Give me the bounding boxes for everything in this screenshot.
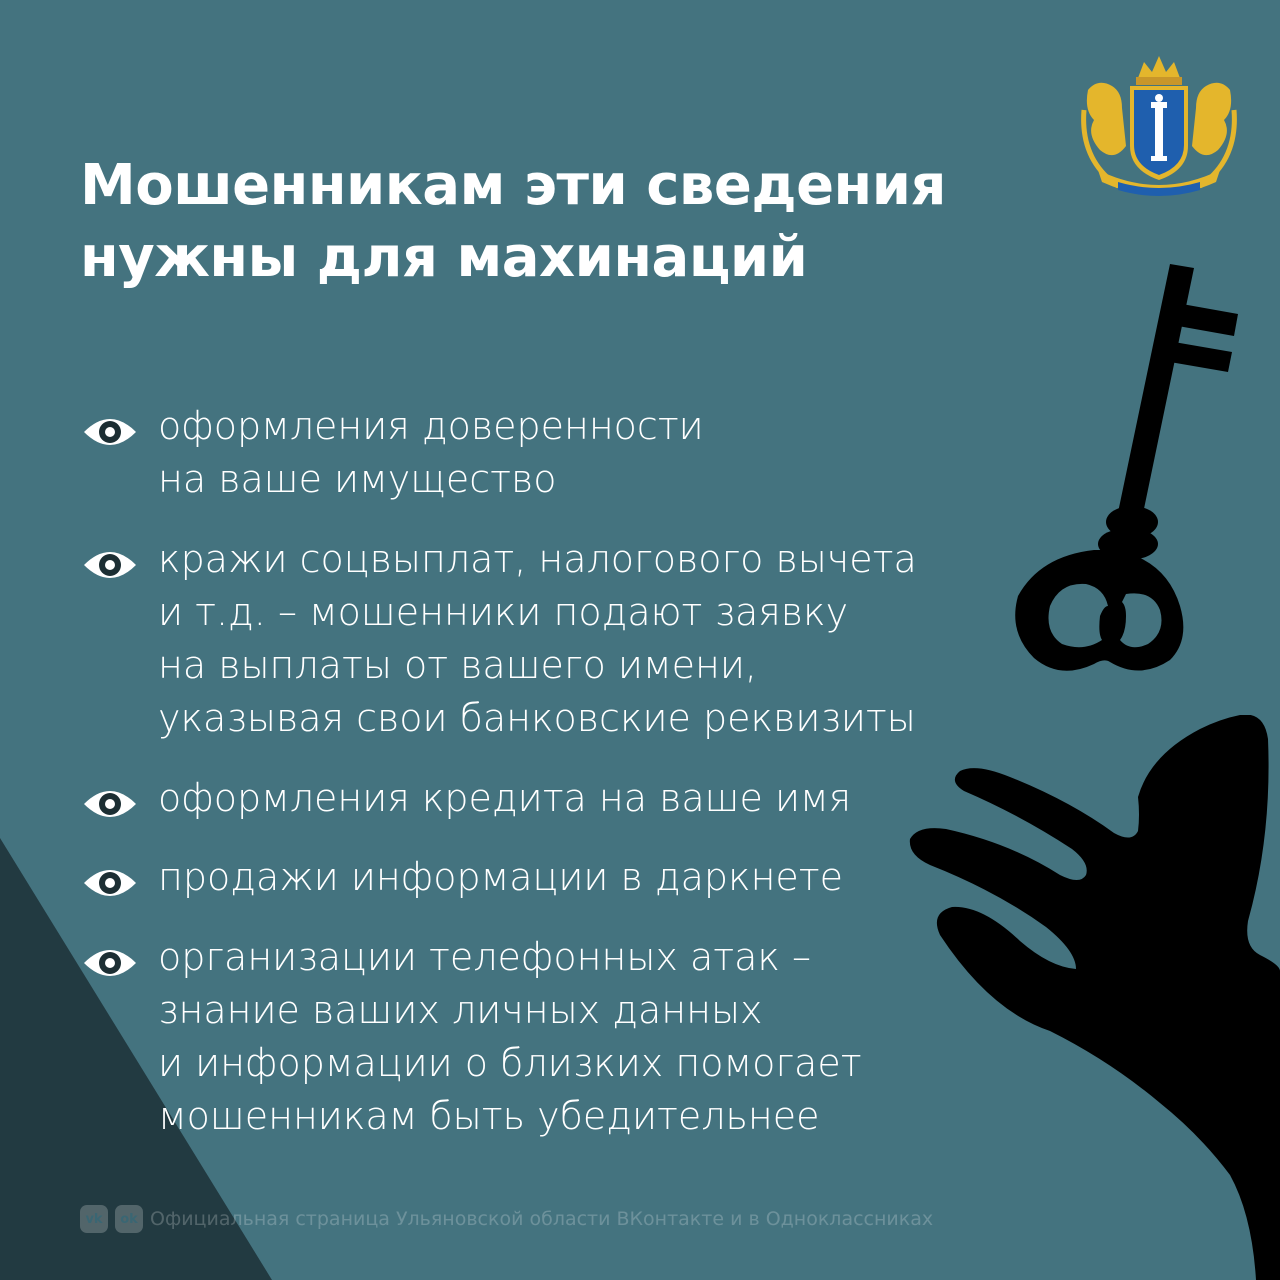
list-item-text: оформления кредита на ваше имя [158, 776, 852, 820]
list-item-text: на выплаты от вашего имени, [158, 643, 757, 687]
title-line: Мошенникам эти сведения [80, 153, 946, 218]
list-item-text: знание ваших личных данных [158, 988, 763, 1032]
eye-icon [82, 414, 138, 450]
list-item [82, 851, 843, 904]
list-item-text: и информации о близких помогает [158, 1041, 862, 1085]
list-item-text: мошенникам быть убедительнее [158, 1094, 820, 1138]
eye-icon [82, 786, 138, 822]
list-item-text: и т.д. – мошенники подают заявку [158, 590, 849, 634]
list-item-text: кражи соцвыплат, налогового вычета [158, 537, 917, 581]
key-silhouette [1000, 260, 1260, 700]
vk-icon[interactable]: vk [80, 1205, 108, 1233]
hand-silhouette [900, 715, 1280, 1280]
list-item-text: продажи информации в даркнете [158, 855, 844, 899]
page-title [80, 150, 1040, 294]
footer-text: Официальная страница Ульяновской области ВКонтакте и в Одноклассниках [150, 1208, 934, 1230]
title-line: нужны для махинаций [80, 225, 808, 290]
list-item [82, 931, 862, 1143]
footer [80, 1204, 933, 1234]
coat-of-arms-emblem [1078, 50, 1240, 198]
list-item [82, 772, 851, 825]
list-item [82, 400, 704, 506]
list-item-text: указывая свои банковские реквизиты [158, 696, 916, 740]
eye-icon [82, 865, 138, 901]
list-item-text: организации телефонных атак – [158, 935, 812, 979]
list-item-text: оформления доверенности [158, 404, 704, 448]
ok-icon[interactable]: ok [115, 1205, 143, 1233]
list-item-text: на ваше имущество [158, 457, 557, 501]
eye-icon [82, 945, 138, 981]
eye-icon [82, 547, 138, 583]
list-item [82, 533, 917, 745]
